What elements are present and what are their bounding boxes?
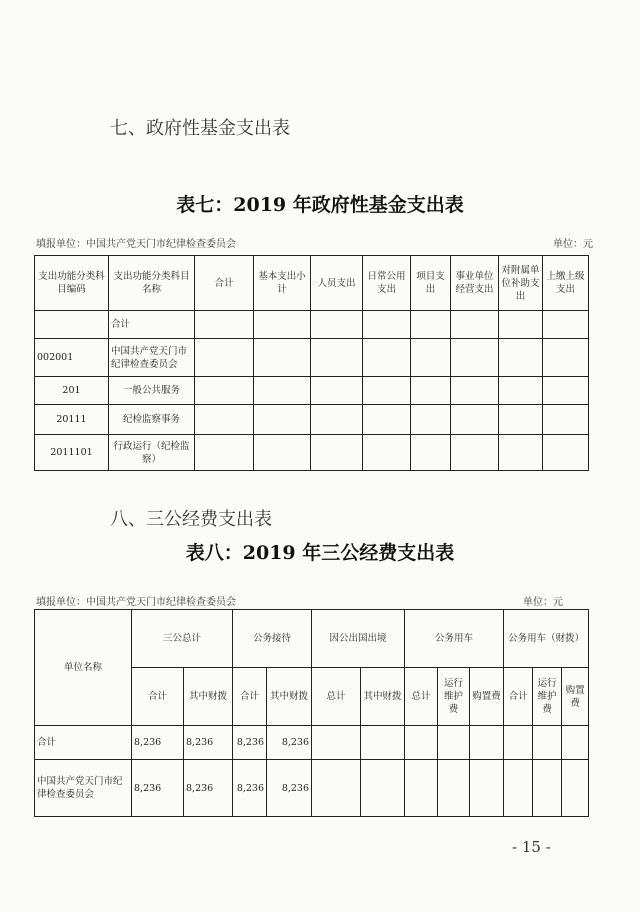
row-code: 20111 — [35, 405, 109, 435]
subheader: 运行维护费 — [438, 668, 470, 726]
header-project: 项目支出 — [411, 256, 451, 311]
cell-value: 8,236 — [184, 760, 233, 817]
header-function-code: 支出功能分类科目编码 — [35, 256, 109, 311]
header-remit-upper: 上缴上级支出 — [543, 256, 589, 311]
row-name: 合计 — [109, 311, 195, 339]
subheader: 其中财拨 — [184, 668, 233, 726]
cell-value: 8,236 — [233, 726, 267, 760]
table-8-reporting-unit: 填报单位：中国共产党天门市纪律检查委员会 — [36, 597, 236, 608]
header-three-public-total: 三公总计 — [132, 610, 233, 668]
header-basic-subtotal: 基本支出小计 — [254, 256, 311, 311]
table-row — [35, 377, 589, 405]
cell-value: 8,236 — [267, 726, 312, 760]
table-8-currency-unit: 单位：元 — [523, 597, 563, 608]
row-code: 002001 — [35, 339, 109, 377]
table-row — [35, 405, 589, 435]
row-name: 纪检监察事务 — [109, 405, 195, 435]
section-8-heading: 八、三公经费支出表 — [110, 509, 272, 530]
row-code: 201 — [35, 377, 109, 405]
cell-value: 8,236 — [267, 760, 312, 817]
row-name: 合计 — [35, 726, 132, 760]
cell-value: 8,236 — [132, 726, 184, 760]
header-official-vehicles-fiscal: 公务用车（财拨） — [504, 610, 589, 668]
header-function-name: 支出功能分类科目名称 — [109, 256, 195, 311]
header-subsidy: 对附属单位补助支出 — [499, 256, 543, 311]
header-unit-name: 单位名称 — [35, 610, 132, 726]
table-7-reporting-unit: 填报单位：中国共产党天门市纪律检查委员会 — [36, 239, 236, 250]
table-row — [35, 726, 589, 760]
page-number: - 15 - — [512, 838, 551, 856]
section-7-heading: 七、政府性基金支出表 — [110, 118, 290, 139]
cell-value: 8,236 — [132, 760, 184, 817]
header-operating: 事业单位经营支出 — [451, 256, 499, 311]
government-fund-expenditure-table — [34, 255, 589, 471]
subheader: 合计 — [233, 668, 267, 726]
header-official-reception: 公务接待 — [233, 610, 312, 668]
cell-value: 8,236 — [233, 760, 267, 817]
header-total: 合计 — [195, 256, 254, 311]
table-8-title: 表八：2019 年三公经费支出表 — [185, 542, 455, 564]
cell-value: 8,236 — [184, 726, 233, 760]
subheader: 购置费 — [470, 668, 504, 726]
table-row — [35, 435, 589, 471]
table-7-title: 表七：2019 年政府性基金支出表 — [176, 194, 464, 216]
header-personnel: 人员支出 — [311, 256, 363, 311]
three-public-expenses-table — [34, 609, 589, 817]
table-row — [35, 311, 589, 339]
subheader: 购置费 — [562, 668, 589, 726]
table-row — [35, 339, 589, 377]
header-overseas-travel: 因公出国出境 — [312, 610, 405, 668]
subheader: 合计 — [504, 668, 533, 726]
subheader: 合计 — [132, 668, 184, 726]
row-name: 中国共产党天门市纪律检查委员会 — [35, 760, 132, 817]
subheader: 运行维护费 — [533, 668, 562, 726]
row-name: 中国共产党天门市纪律检查委员会 — [109, 339, 195, 377]
table-row — [35, 760, 589, 817]
subheader: 总计 — [312, 668, 361, 726]
subheader: 总计 — [405, 668, 438, 726]
row-code: 2011101 — [35, 435, 109, 471]
table-7-currency-unit: 单位：元 — [553, 239, 593, 250]
header-official-vehicles: 公务用车 — [405, 610, 504, 668]
row-name: 一般公共服务 — [109, 377, 195, 405]
row-name: 行政运行（纪检监察） — [109, 435, 195, 471]
subheader: 其中财拨 — [267, 668, 312, 726]
subheader: 其中财拨 — [361, 668, 405, 726]
header-daily-public: 日常公用支出 — [363, 256, 411, 311]
